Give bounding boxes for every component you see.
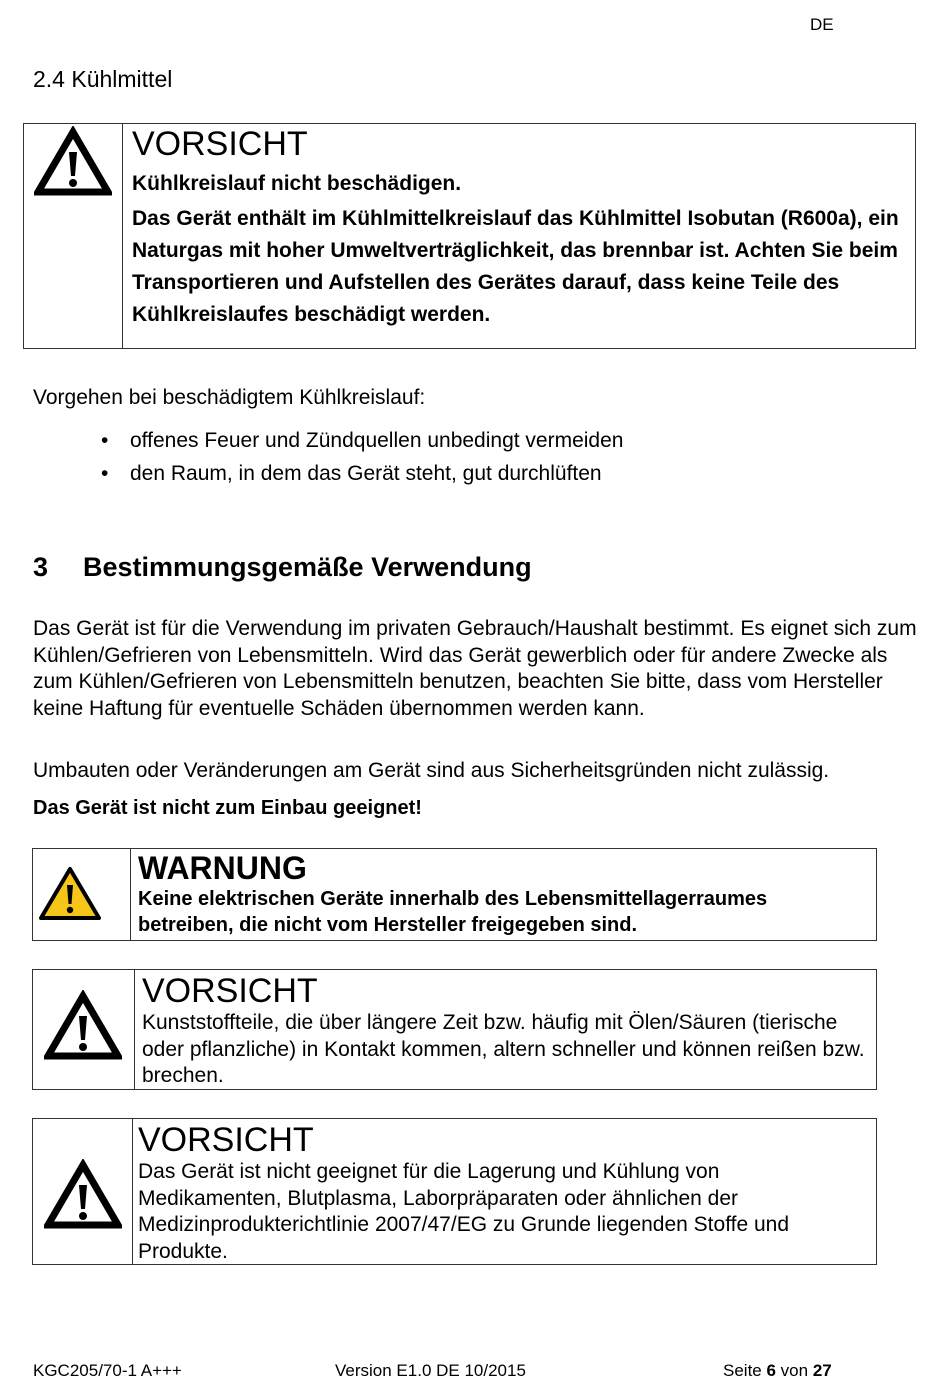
language-code: DE (810, 15, 834, 34)
warning-heading: WARNUNG (138, 850, 307, 886)
warning-triangle-yellow-icon (38, 865, 102, 921)
built-in-note: Das Gerät ist nicht zum Einbau geeignet! (33, 797, 422, 819)
warning-triangle-icon (34, 126, 112, 196)
list-item-text: den Raum, in dem das Gerät steht, gut durchlüften (130, 462, 602, 485)
page-total: 27 (812, 1361, 832, 1380)
section-title: Bestimmungsgemäße Verwendung (83, 552, 532, 582)
warning-text: Keine elektrischen Geräte innerhalb des Lebensmittellagerraumes betreiben, die nicht vom Hersteller freigegeben sind. (138, 888, 768, 936)
caution-box-medical (32, 1118, 877, 1265)
page-separator: von (775, 1361, 813, 1380)
caution-heading: VORSICHT (132, 125, 308, 163)
caution-icon-cell (33, 970, 135, 1089)
caution-subheading: Kühlkreislauf nicht beschädigen. (132, 172, 462, 195)
caution-text-cell (132, 124, 905, 331)
footer-page-number (723, 1361, 832, 1381)
procedure-list (33, 424, 623, 490)
caution-text: Das Gerät enthält im Kühlmittelkreislauf das Kühlmittel Isobutan (R600a), ein Naturgas mit hoher Umweltverträglichkeit, das brennbar ist. Achten Sie beim Transportieren und Aufstellen des Gerätes darauf, dass keine Teile des Kühlkreislaufes beschädigt werden. (132, 207, 899, 326)
modification-paragraph: Umbauten oder Veränderungen am Gerät sind aus Sicherheitsgründen nicht zulässig. (33, 759, 830, 782)
caution-text: Kunststoffteile, die über längere Zeit bzw. häufig mit Ölen/Säuren (tierische oder pflanzliche) in Kontakt kommen, altern schneller und können reißen bzw. brechen. (142, 1011, 865, 1087)
list-item-text: offenes Feuer und Zündquellen unbedingt vermeiden (130, 429, 624, 452)
caution-box-refrigerant (23, 123, 916, 349)
caution-text-cell (142, 970, 868, 1090)
section-title-kuehlmittel: 2.4 Kühlmittel (33, 66, 173, 92)
warning-triangle-icon (44, 1159, 122, 1229)
footer-version: Version E1.0 DE 10/2015 (335, 1361, 526, 1380)
caution-heading: VORSICHT (142, 972, 318, 1010)
warning-icon-cell (33, 849, 131, 940)
section-number: 3 (33, 552, 49, 582)
page-current: 6 (766, 1361, 776, 1380)
section-heading-3 (33, 552, 532, 583)
caution-icon-cell (33, 1119, 133, 1264)
page-prefix: Seite (723, 1361, 767, 1380)
list-item (33, 457, 623, 490)
list-item (33, 424, 623, 457)
caution-heading: VORSICHT (138, 1121, 314, 1159)
caution-box-plastic (32, 969, 877, 1090)
caution-text: Das Gerät ist nicht geeignet für die Lagerung und Kühlung von Medikamenten, Blutplasma, Laborpräparaten oder ähnlichen der Medizinprodukterichtlinie 2007/47/EG zu Grunde liegenden Stoffe und Produkte. (138, 1160, 790, 1263)
intended-use-paragraph: Das Gerät ist für die Verwendung im privaten Gebrauch/Haushalt bestimmt. Es eignet sich zum Kühlen/Gefrieren von Lebensmitteln. Wird das Gerät gewerblich oder für andere Zwecke als zum Kühlen/Gefrieren von Lebensmitteln benutzen, beachten Sie bitte, dass vom Hersteller keine Haftung für eventuelle Schäden übernommen werden kann. (33, 617, 917, 720)
warning-text-cell (138, 849, 868, 938)
footer-model: KGC205/70-1 A+++ (33, 1361, 182, 1380)
bullet-icon: • (101, 462, 109, 485)
bullet-icon: • (101, 429, 109, 452)
caution-icon-cell (24, 124, 123, 348)
warning-triangle-icon (44, 990, 122, 1060)
procedure-intro: Vorgehen bei beschädigtem Kühlkreislauf: (33, 386, 426, 409)
caution-text-cell (138, 1119, 868, 1265)
warning-box-electrical (32, 848, 877, 941)
